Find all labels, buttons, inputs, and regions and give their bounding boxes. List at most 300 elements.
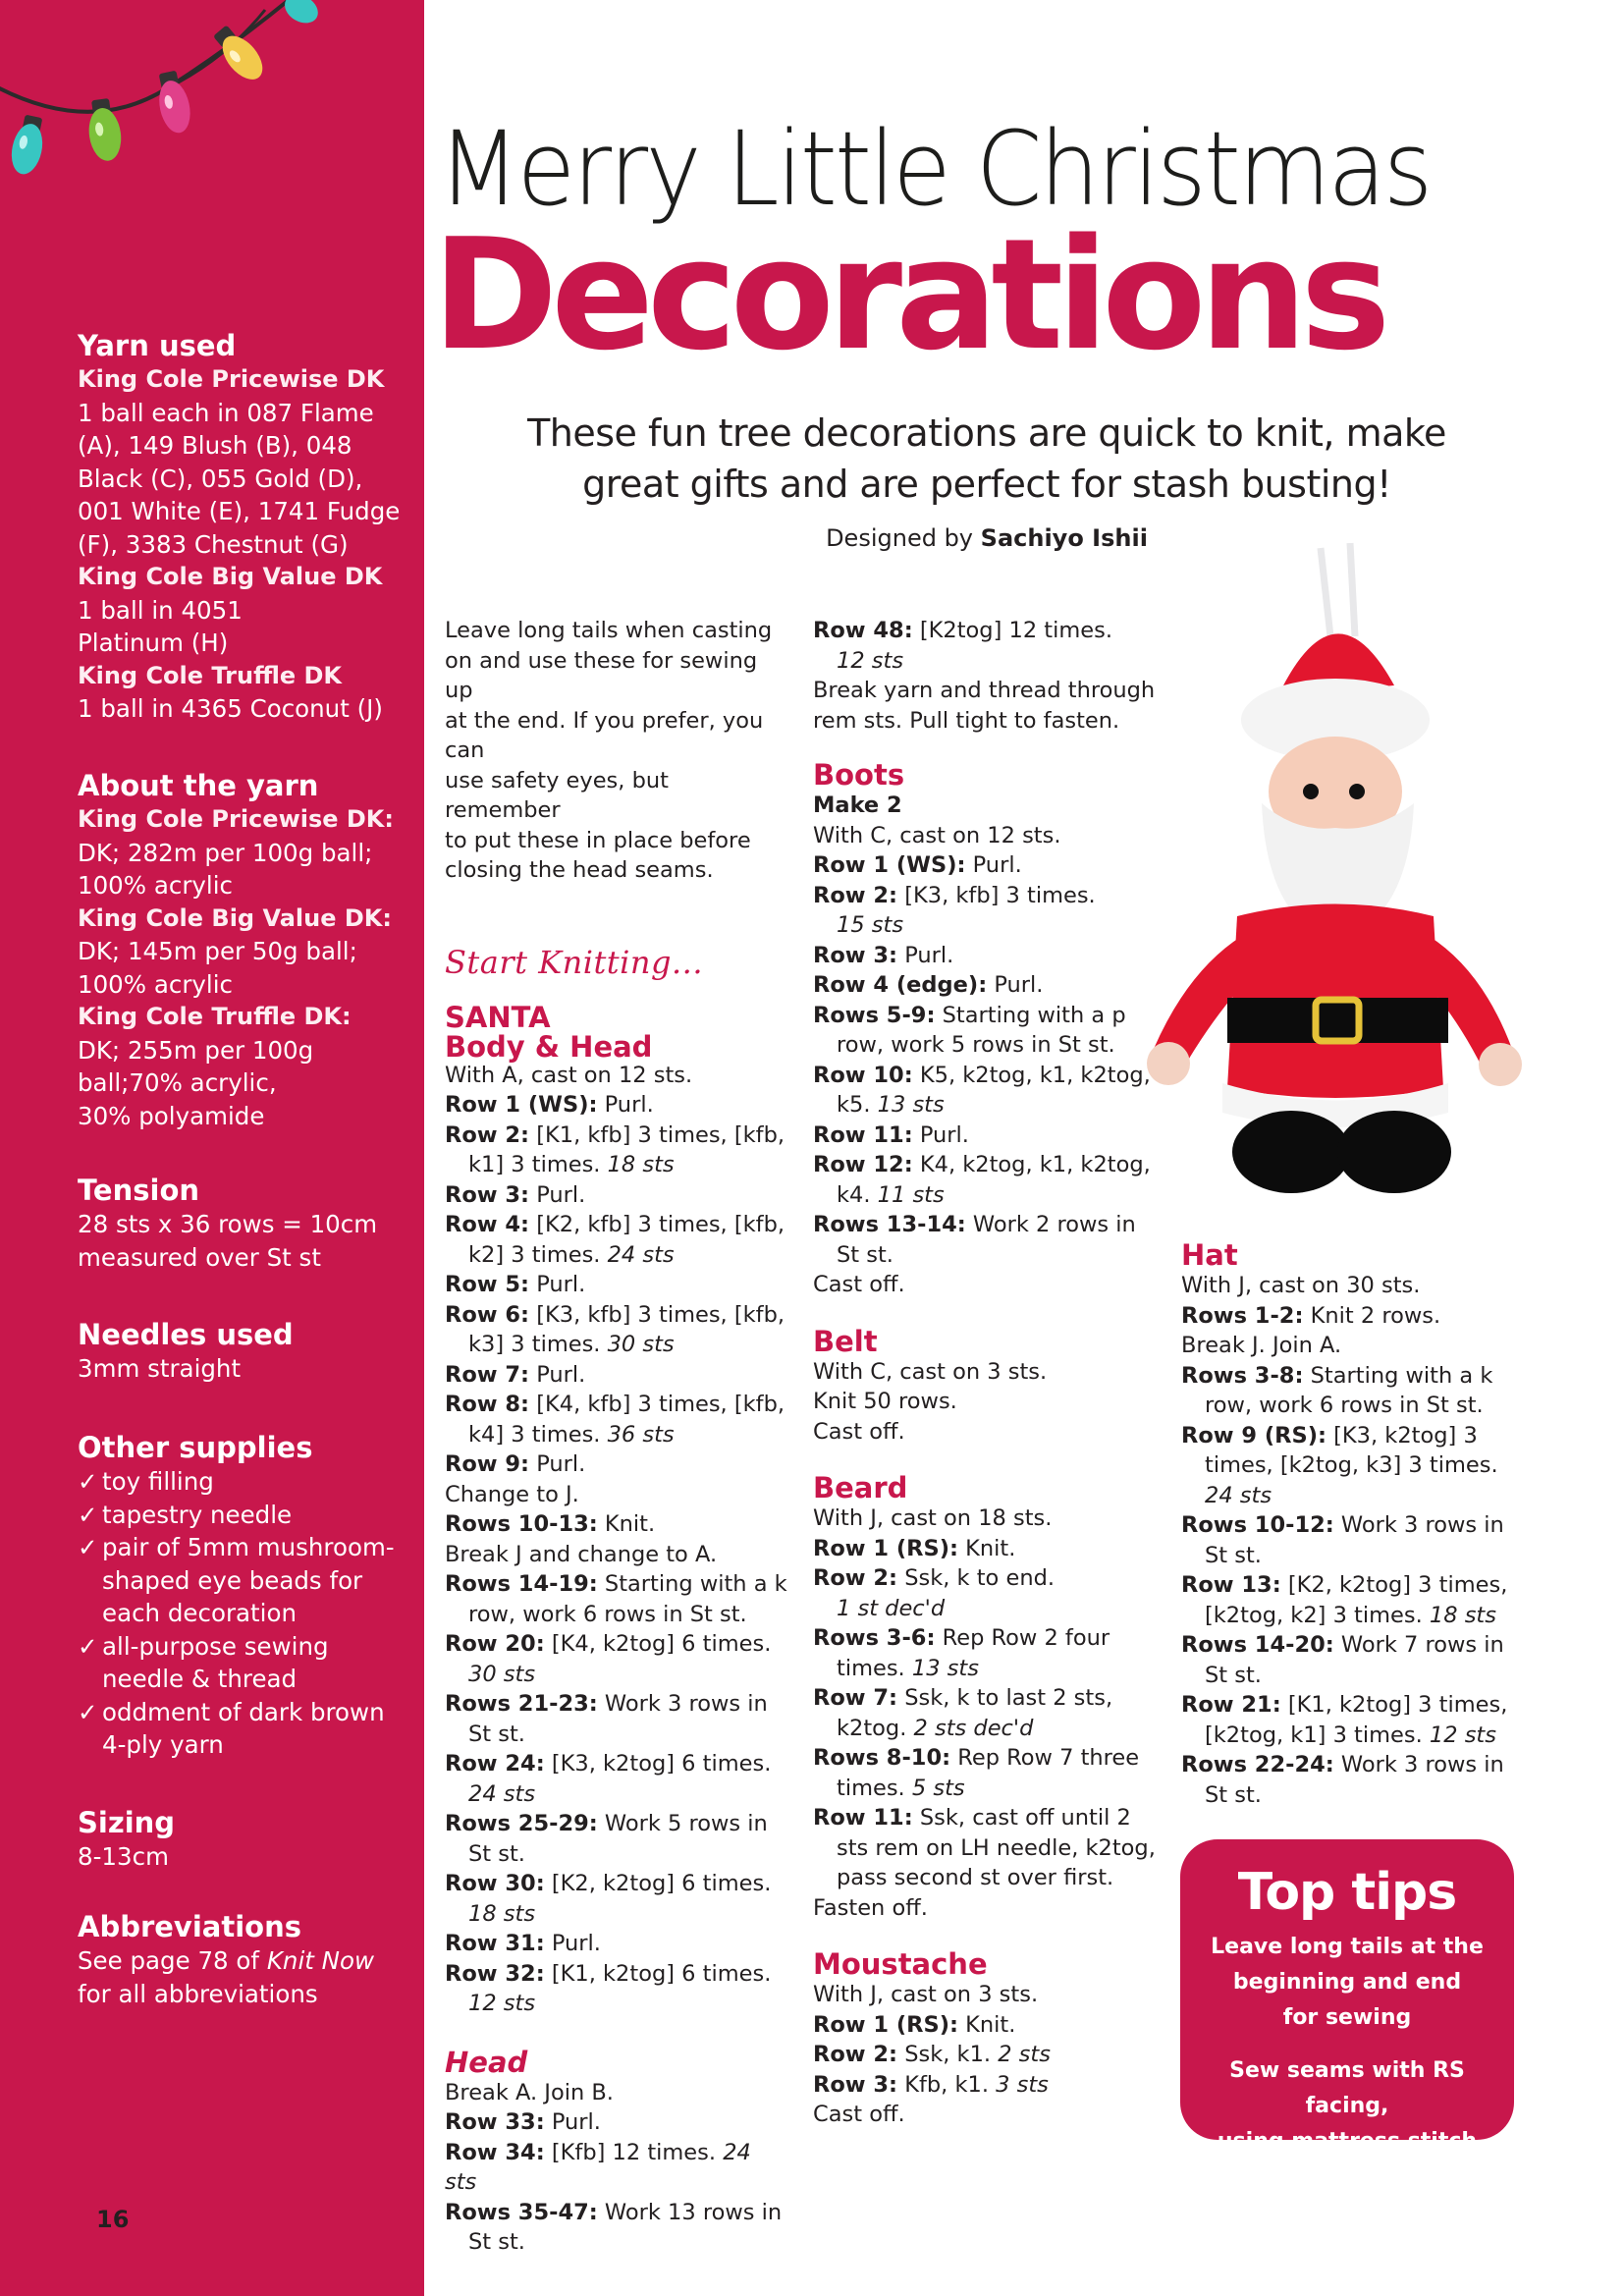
about-yarn-heading: About the yarn [78, 769, 319, 802]
supply-text: shaped eye beads for [102, 1565, 363, 1595]
row-label: Row 6: [445, 1301, 530, 1328]
column-3 [1181, 1239, 1525, 1810]
top-tips-title: Top tips [1237, 1863, 1457, 1922]
row-text: Break yarn and thread through [813, 678, 1156, 703]
row-text: St st. [1205, 1781, 1262, 1808]
instruction-line [813, 1683, 1162, 1714]
row-label: Row 3: [813, 942, 898, 968]
instruction-line [445, 2138, 788, 2198]
instruction-line [813, 1417, 1162, 1448]
instruction-line [445, 1061, 788, 1091]
row-text: sts rem on LH needle, k2tog, [837, 1834, 1156, 1861]
row-text: [K3, k2tog] 3 [1326, 1422, 1478, 1449]
row-text: Purl. [897, 942, 954, 968]
row-text: Ssk, k to end. [897, 1565, 1056, 1591]
yarn-name: King Cole Big Value DK [78, 563, 383, 590]
instruction-line [445, 1629, 788, 1660]
moustache-heading: Moustache [813, 1947, 988, 1981]
instruction-line [445, 1509, 788, 1540]
row-text: times. [837, 1655, 912, 1681]
needles-detail: 3mm straight [78, 1354, 242, 1383]
row-text: Work 7 rows in [1333, 1632, 1504, 1658]
row-label: Row 5: [445, 1272, 530, 1297]
supply-text: each decoration [102, 1599, 297, 1627]
row-text: Purl. [912, 1121, 969, 1148]
about-yarn-section [78, 768, 411, 1132]
row-text: Work 3 rows in [1333, 1512, 1504, 1538]
tension-section [78, 1173, 411, 1274]
row-label: Row 1 (WS): [813, 852, 966, 878]
boots-heading: Boots [813, 758, 905, 792]
stitch-count: 3 sts [996, 2071, 1049, 2098]
row-text: Starting with a k [597, 1571, 787, 1597]
intro-line: These fun tree decorations are quick to knit, make [527, 411, 1446, 455]
intro-text [461, 408, 1512, 510]
row-label: Rows 25-29: [445, 1811, 598, 1836]
tension-heading: Tension [78, 1174, 200, 1207]
instruction-line [1181, 1690, 1525, 1721]
stitch-count: 11 sts [877, 1181, 945, 1208]
instruction-line [813, 791, 1162, 821]
row-text: [K3, k2tog] 6 times. [544, 1751, 772, 1777]
yarn-detail: DK; 282m per 100g ball; [78, 838, 373, 867]
instruction-line [813, 1863, 1162, 1893]
yarn-name: King Cole Truffle DK: [78, 1003, 352, 1030]
row-label: Row 21: [1181, 1692, 1281, 1718]
column-1 [445, 616, 788, 2258]
row-label: Row 3: [813, 2071, 898, 2098]
row-label: Row 1 (RS): [813, 2011, 958, 2038]
instruction-line [813, 2010, 1162, 2041]
yarn-detail: 1 ball in 4051 [78, 595, 243, 625]
yarn-name: King Cole Pricewise DK [78, 365, 385, 393]
instruction-line [1181, 1301, 1525, 1332]
instruction-line [445, 1300, 788, 1331]
belt-heading: Belt [813, 1324, 878, 1358]
row-text: times. [837, 1775, 912, 1801]
intro-note [445, 616, 788, 886]
boots-instructions [813, 791, 1162, 1300]
instruction-line [813, 1270, 1162, 1300]
instruction-line [813, 1654, 1162, 1684]
instruction-line [1181, 1450, 1525, 1481]
row-label: Row 10: [813, 1062, 913, 1088]
row-text: St st. [468, 1840, 525, 1867]
supply-text: oddment of dark brown [102, 1697, 385, 1726]
row-text: [K1, kfb] 3 times, [kfb, [529, 1121, 785, 1148]
row-text: Cast off. [813, 2102, 905, 2127]
check-icon: ✓ [78, 1500, 98, 1529]
row-label: Row 9: [445, 1451, 530, 1477]
row-text: Purl. [529, 1451, 586, 1477]
yarn-name: King Cole Truffle DK [78, 661, 343, 689]
sizing-detail: 8-13cm [78, 1842, 169, 1871]
abbreviations-heading: Abbreviations [78, 1910, 301, 1943]
row-text: [K4, k2tog] 6 times. [544, 1631, 772, 1657]
row-label: Rows 10-13: [445, 1511, 598, 1537]
supply-item [78, 1465, 411, 1499]
supply-text: needle & thread [102, 1665, 298, 1693]
check-icon: ✓ [78, 1631, 98, 1661]
instruction-line [1181, 1541, 1525, 1571]
sizing-section [78, 1805, 411, 1874]
row-text: Ssk, k to last 2 sts, [897, 1685, 1113, 1711]
instruction-line [445, 2107, 788, 2138]
yarn-detail: 30% polyamide [78, 1101, 265, 1130]
row-label: Row 2: [813, 2042, 898, 2067]
row-text: Knit 50 rows. [813, 1389, 957, 1414]
row-text: Work 3 rows in [597, 1691, 768, 1717]
instruction-line [813, 1803, 1162, 1833]
stitch-count: 18 sts [1429, 1602, 1496, 1628]
supply-item [78, 1630, 411, 1696]
instruction-line [813, 821, 1162, 851]
instruction-line [445, 1121, 788, 1151]
instruction-line [813, 1150, 1162, 1180]
row-text: Starting with a k [1303, 1362, 1493, 1389]
tip-text [1194, 2053, 1500, 2159]
row-text: [K4, kfb] 3 times, [kfb, [529, 1392, 785, 1417]
instruction-line [813, 1594, 1162, 1624]
instruction-line [445, 1150, 788, 1180]
page-number: 16 [96, 2206, 130, 2233]
row-text: [Kfb] 12 times. [544, 2139, 724, 2165]
row-text: Purl. [529, 1272, 586, 1297]
check-icon: ✓ [78, 1697, 98, 1726]
santa-photo [1129, 538, 1581, 1206]
row-text: Purl. [597, 1092, 654, 1118]
instruction-line [813, 1180, 1162, 1211]
moustache-instructions [813, 1980, 1162, 2130]
row-text: St st. [1205, 1542, 1262, 1568]
instruction-line [445, 1270, 788, 1300]
instruction-line [445, 1600, 788, 1630]
row-text: Break J and change to A. [445, 1541, 718, 1567]
instruction-line [445, 2198, 788, 2228]
stitch-count: 24 sts [445, 2139, 751, 2195]
instruction-line [445, 1929, 788, 1959]
row-text: row, work 6 rows in St st. [1205, 1393, 1484, 1418]
row-label: Rows 22-24: [1181, 1752, 1334, 1777]
top-tips-box [1180, 1839, 1514, 2154]
abbreviations-detail [78, 1944, 411, 1978]
row-label: Row 34: [445, 2139, 545, 2165]
row-label: Row 32: [445, 1960, 545, 1987]
instruction-line [445, 1839, 788, 1870]
row-text: Knit. [958, 1535, 1016, 1561]
tension-detail: 28 sts x 36 rows = 10cm [78, 1210, 378, 1238]
instruction-line [813, 1833, 1162, 1864]
row-text: Knit 2 rows. [1303, 1302, 1441, 1329]
row-label: Make 2 [813, 793, 902, 818]
instruction-line [813, 881, 1162, 911]
row-text: With C, cast on 3 sts. [813, 1358, 1048, 1385]
instruction-line [813, 1240, 1162, 1271]
yarn-detail: (A), 149 Blush (B), 048 [78, 431, 352, 460]
supply-item [78, 1499, 411, 1532]
row-text: St st. [468, 1721, 525, 1747]
instruction-line [1181, 1570, 1525, 1601]
instruction-line [813, 941, 1162, 971]
row-label: Row 11: [813, 1805, 913, 1831]
stitch-count: 12 sts [1429, 1722, 1496, 1748]
row-label: Row 7: [813, 1685, 898, 1711]
yarn-detail: DK; 145m per 50g ball; [78, 937, 357, 965]
instruction-line [813, 1387, 1162, 1417]
tip-line: for sewing [1282, 2005, 1412, 2030]
row-label: Row 1 (WS): [445, 1092, 598, 1118]
stitch-count: 2 sts dec'd [913, 1715, 1034, 1741]
stitch-count: 5 sts [911, 1775, 965, 1801]
yarn-detail: 1 ball each in 087 Flame [78, 398, 374, 427]
instruction-line [445, 1720, 788, 1750]
yarn-detail: (F), 3383 Chestnut (G) [78, 529, 349, 559]
stitch-count: 15 sts [837, 912, 904, 938]
stitch-count: 13 sts [911, 1655, 979, 1681]
instruction-line [445, 1090, 788, 1121]
row-text: St st. [837, 1241, 893, 1268]
row-label: Rows 14-19: [445, 1571, 598, 1597]
head-instructions [445, 2078, 788, 2258]
sidebar [0, 0, 424, 2296]
row-text: pass second st over first. [837, 1865, 1114, 1890]
stitch-count: 30 sts [607, 1332, 675, 1357]
row-text: Break A. Join B. [445, 2079, 614, 2105]
yarn-used-section [78, 328, 411, 726]
intro-line: great gifts and are perfect for stash busting! [582, 463, 1391, 506]
row-label: Row 9 (RS): [1181, 1422, 1326, 1449]
row-text: [K2, k2tog] 6 times. [544, 1871, 772, 1896]
instruction-line [813, 1061, 1162, 1091]
supply-item [78, 1531, 411, 1630]
instruction-line [445, 1540, 788, 1570]
instruction-line [813, 970, 1162, 1001]
supply-text: pair of 5mm mushroom- [102, 1533, 395, 1561]
page-title-line2: Decorations [432, 205, 1384, 384]
row-text: [K1, k2tog] 6 times. [544, 1960, 772, 1987]
credit-prefix: Designed by [826, 524, 974, 552]
row-text: [K3, kfb] 3 times. [897, 882, 1096, 908]
row-text: Ssk, cast off until 2 [912, 1805, 1131, 1831]
instruction-line [445, 1779, 788, 1810]
row-label: Rows 1-2: [1181, 1302, 1304, 1329]
stitch-count: 2 sts [998, 2042, 1051, 2067]
row-text: Kfb, k1. [897, 2071, 997, 2098]
instruction-line [1181, 1630, 1525, 1661]
beard-instructions [813, 1503, 1162, 1923]
row-text: Knit. [958, 2011, 1016, 2038]
row-text: Starting with a p [935, 1002, 1126, 1028]
row-label: Row 13: [1181, 1572, 1281, 1598]
row-label: Row 2: [813, 1565, 898, 1591]
row-label: Rows 35-47: [445, 2199, 598, 2225]
row-text: k2] 3 times. [468, 1241, 608, 1268]
row-label: Row 30: [445, 1871, 545, 1896]
instruction-line [813, 1623, 1162, 1654]
instruction-line [445, 1210, 788, 1240]
row-text: K4, k2tog, k1, k2tog, [912, 1152, 1151, 1177]
supply-text: toy filling [102, 1467, 214, 1496]
instruction-line [813, 1534, 1162, 1564]
beard-heading: Beard [813, 1471, 908, 1504]
row-text: Purl. [529, 1181, 586, 1208]
instruction-line [1181, 1391, 1525, 1421]
instruction-line [445, 1420, 788, 1450]
check-icon: ✓ [78, 1533, 98, 1561]
yarn-detail: Black (C), 055 Gold (D), [78, 464, 363, 493]
instruction-line [1181, 1750, 1525, 1780]
row-text: Cast off. [813, 1272, 905, 1297]
supply-text: 4-ply yarn [102, 1730, 224, 1759]
row-label: Rows 21-23: [445, 1691, 598, 1717]
row-text: Ssk, k1. [897, 2042, 999, 2067]
instruction-line [445, 2227, 788, 2258]
page-title-line1: Merry Little Christmas [438, 109, 1431, 229]
yarn-detail: Platinum (H) [78, 629, 229, 657]
instruction-line [813, 2100, 1162, 2130]
row-label: Rows 5-9: [813, 1002, 936, 1028]
row-label: Rows 3-8: [1181, 1362, 1304, 1389]
row-label: Rows 3-6: [813, 1625, 936, 1651]
body-head-heading: Body & Head [445, 1029, 653, 1064]
abbreviations-section [78, 1909, 411, 2010]
row-text: row, work 5 rows in St st. [837, 1032, 1115, 1058]
instruction-line [813, 1774, 1162, 1804]
row-text: Fasten off. [813, 1894, 928, 1921]
instruction-line [445, 1569, 788, 1600]
start-knitting-heading: Start Knitting... [445, 943, 703, 981]
tip-line: Leave long tails at the [1211, 1935, 1484, 1959]
supply-item [78, 1696, 411, 1762]
stitch-count: 1 st dec'd [837, 1595, 946, 1621]
body-head-instructions [445, 1061, 788, 2019]
instruction-line [813, 1030, 1162, 1061]
abbreviations-prefix: See page 78 of [78, 1946, 260, 1975]
stitch-count: 12 sts [837, 647, 904, 674]
instruction-line [813, 676, 1162, 706]
magazine-name: Knit Now [266, 1946, 374, 1975]
needles-heading: Needles used [78, 1318, 294, 1351]
instruction-line [445, 1360, 788, 1391]
row-text: [K3, kfb] 3 times, [kfb, [529, 1301, 785, 1328]
instruction-line [1181, 1481, 1525, 1511]
instruction-line [813, 1001, 1162, 1031]
instruction-line [813, 1743, 1162, 1774]
supply-text: all-purpose sewing [102, 1631, 329, 1661]
row-text: Purl. [965, 852, 1022, 878]
instruction-line [813, 1980, 1162, 2010]
stitch-count: 24 sts [468, 1780, 536, 1807]
row-text: [K2tog] 12 times. [912, 618, 1113, 643]
intro-note-line: at the end. If you prefer, you can [445, 707, 764, 763]
tip-line: beginning and end [1232, 1970, 1462, 1995]
instruction-line [445, 1689, 788, 1720]
instruction-line [445, 1330, 788, 1360]
row-text: Change to J. [445, 1481, 579, 1507]
row-label: Row 12: [813, 1152, 913, 1177]
row-text: Work 13 rows in [597, 2199, 783, 2225]
instruction-line [813, 646, 1162, 677]
instruction-line [445, 1390, 788, 1420]
instruction-line [445, 1899, 788, 1930]
head-heading: Head [445, 2045, 528, 2079]
row-label: Rows 10-12: [1181, 1512, 1334, 1538]
stitch-count: 18 sts [468, 1900, 536, 1927]
row-text: k4] 3 times. [468, 1421, 608, 1448]
instruction-line [1181, 1601, 1525, 1631]
instruction-line [445, 2078, 788, 2108]
instruction-line [445, 1660, 788, 1690]
row-label: Row 8: [445, 1392, 530, 1417]
intro-note-line: closing the head seams. [445, 857, 714, 883]
yarn-name: King Cole Big Value DK: [78, 903, 392, 932]
santa-heading: SANTA [445, 1000, 551, 1034]
instruction-line [445, 1869, 788, 1899]
row-label: Row 7: [445, 1361, 530, 1388]
row-text: With J, cast on 3 sts. [813, 1982, 1039, 2007]
instruction-line [813, 1714, 1162, 1744]
row-label: Row 31: [445, 1931, 545, 1956]
instruction-line [445, 1959, 788, 1990]
row-text: Work 2 rows in [965, 1212, 1136, 1237]
instruction-line [1181, 1421, 1525, 1451]
hat-heading: Hat [1181, 1238, 1238, 1272]
row-label: Row 24: [445, 1751, 545, 1777]
row-label: Rows 8-10: [813, 1745, 951, 1771]
yarn-used-heading: Yarn used [78, 329, 237, 362]
belt-instructions [813, 1357, 1162, 1448]
row-text: row, work 6 rows in St st. [468, 1601, 747, 1627]
row-text: [k2tog, k2] 3 times. [1205, 1602, 1430, 1628]
row-text: [K2, k2tog] 3 times, [1280, 1572, 1508, 1598]
tip-line: using mattress stitch [1217, 2129, 1478, 2154]
row-text: With J, cast on 30 sts. [1181, 1273, 1421, 1298]
row-label: Row 2: [445, 1121, 530, 1148]
instruction-line [813, 1563, 1162, 1594]
row-text: k1] 3 times. [468, 1152, 608, 1177]
row-text: k2tog. [837, 1715, 914, 1741]
stitch-count: 13 sts [877, 1092, 945, 1118]
row-label: Row 3: [445, 1181, 530, 1208]
supply-text: tapestry needle [102, 1500, 293, 1529]
row-label: Row 4: [445, 1212, 530, 1237]
row-text: [K1, k2tog] 3 times, [1280, 1692, 1508, 1718]
row-text: Work 3 rows in [1333, 1752, 1504, 1777]
row-text: k5. [837, 1092, 878, 1118]
instruction-line [813, 1503, 1162, 1534]
hat-instructions [1181, 1271, 1525, 1810]
yarn-detail: ball;70% acrylic, [78, 1068, 277, 1097]
abbreviations-detail: for all abbreviations [78, 1979, 318, 2008]
instruction-line [1181, 1661, 1525, 1691]
row-text: rem sts. Pull tight to fasten. [813, 707, 1120, 734]
row-text: Purl. [544, 2109, 601, 2135]
check-icon: ✓ [78, 1467, 98, 1496]
row-label: Row 11: [813, 1121, 913, 1148]
instruction-line [1181, 1780, 1525, 1811]
row-label: Row 4 (edge): [813, 972, 988, 998]
row-text: Cast off. [813, 1418, 905, 1445]
intro-note-line: to put these in place before [445, 827, 751, 853]
intro-note-line: Leave long tails when casting [445, 618, 773, 643]
instruction-line [813, 910, 1162, 941]
stitch-count: 18 sts [607, 1152, 675, 1177]
yarn-detail: 100% acrylic [78, 969, 233, 999]
row-text: [K2, kfb] 3 times, [kfb, [529, 1212, 785, 1237]
row-text: Rep Row 7 three [950, 1745, 1140, 1771]
instruction-line [445, 1809, 788, 1839]
yarn-name: King Cole Pricewise DK: [78, 805, 394, 833]
